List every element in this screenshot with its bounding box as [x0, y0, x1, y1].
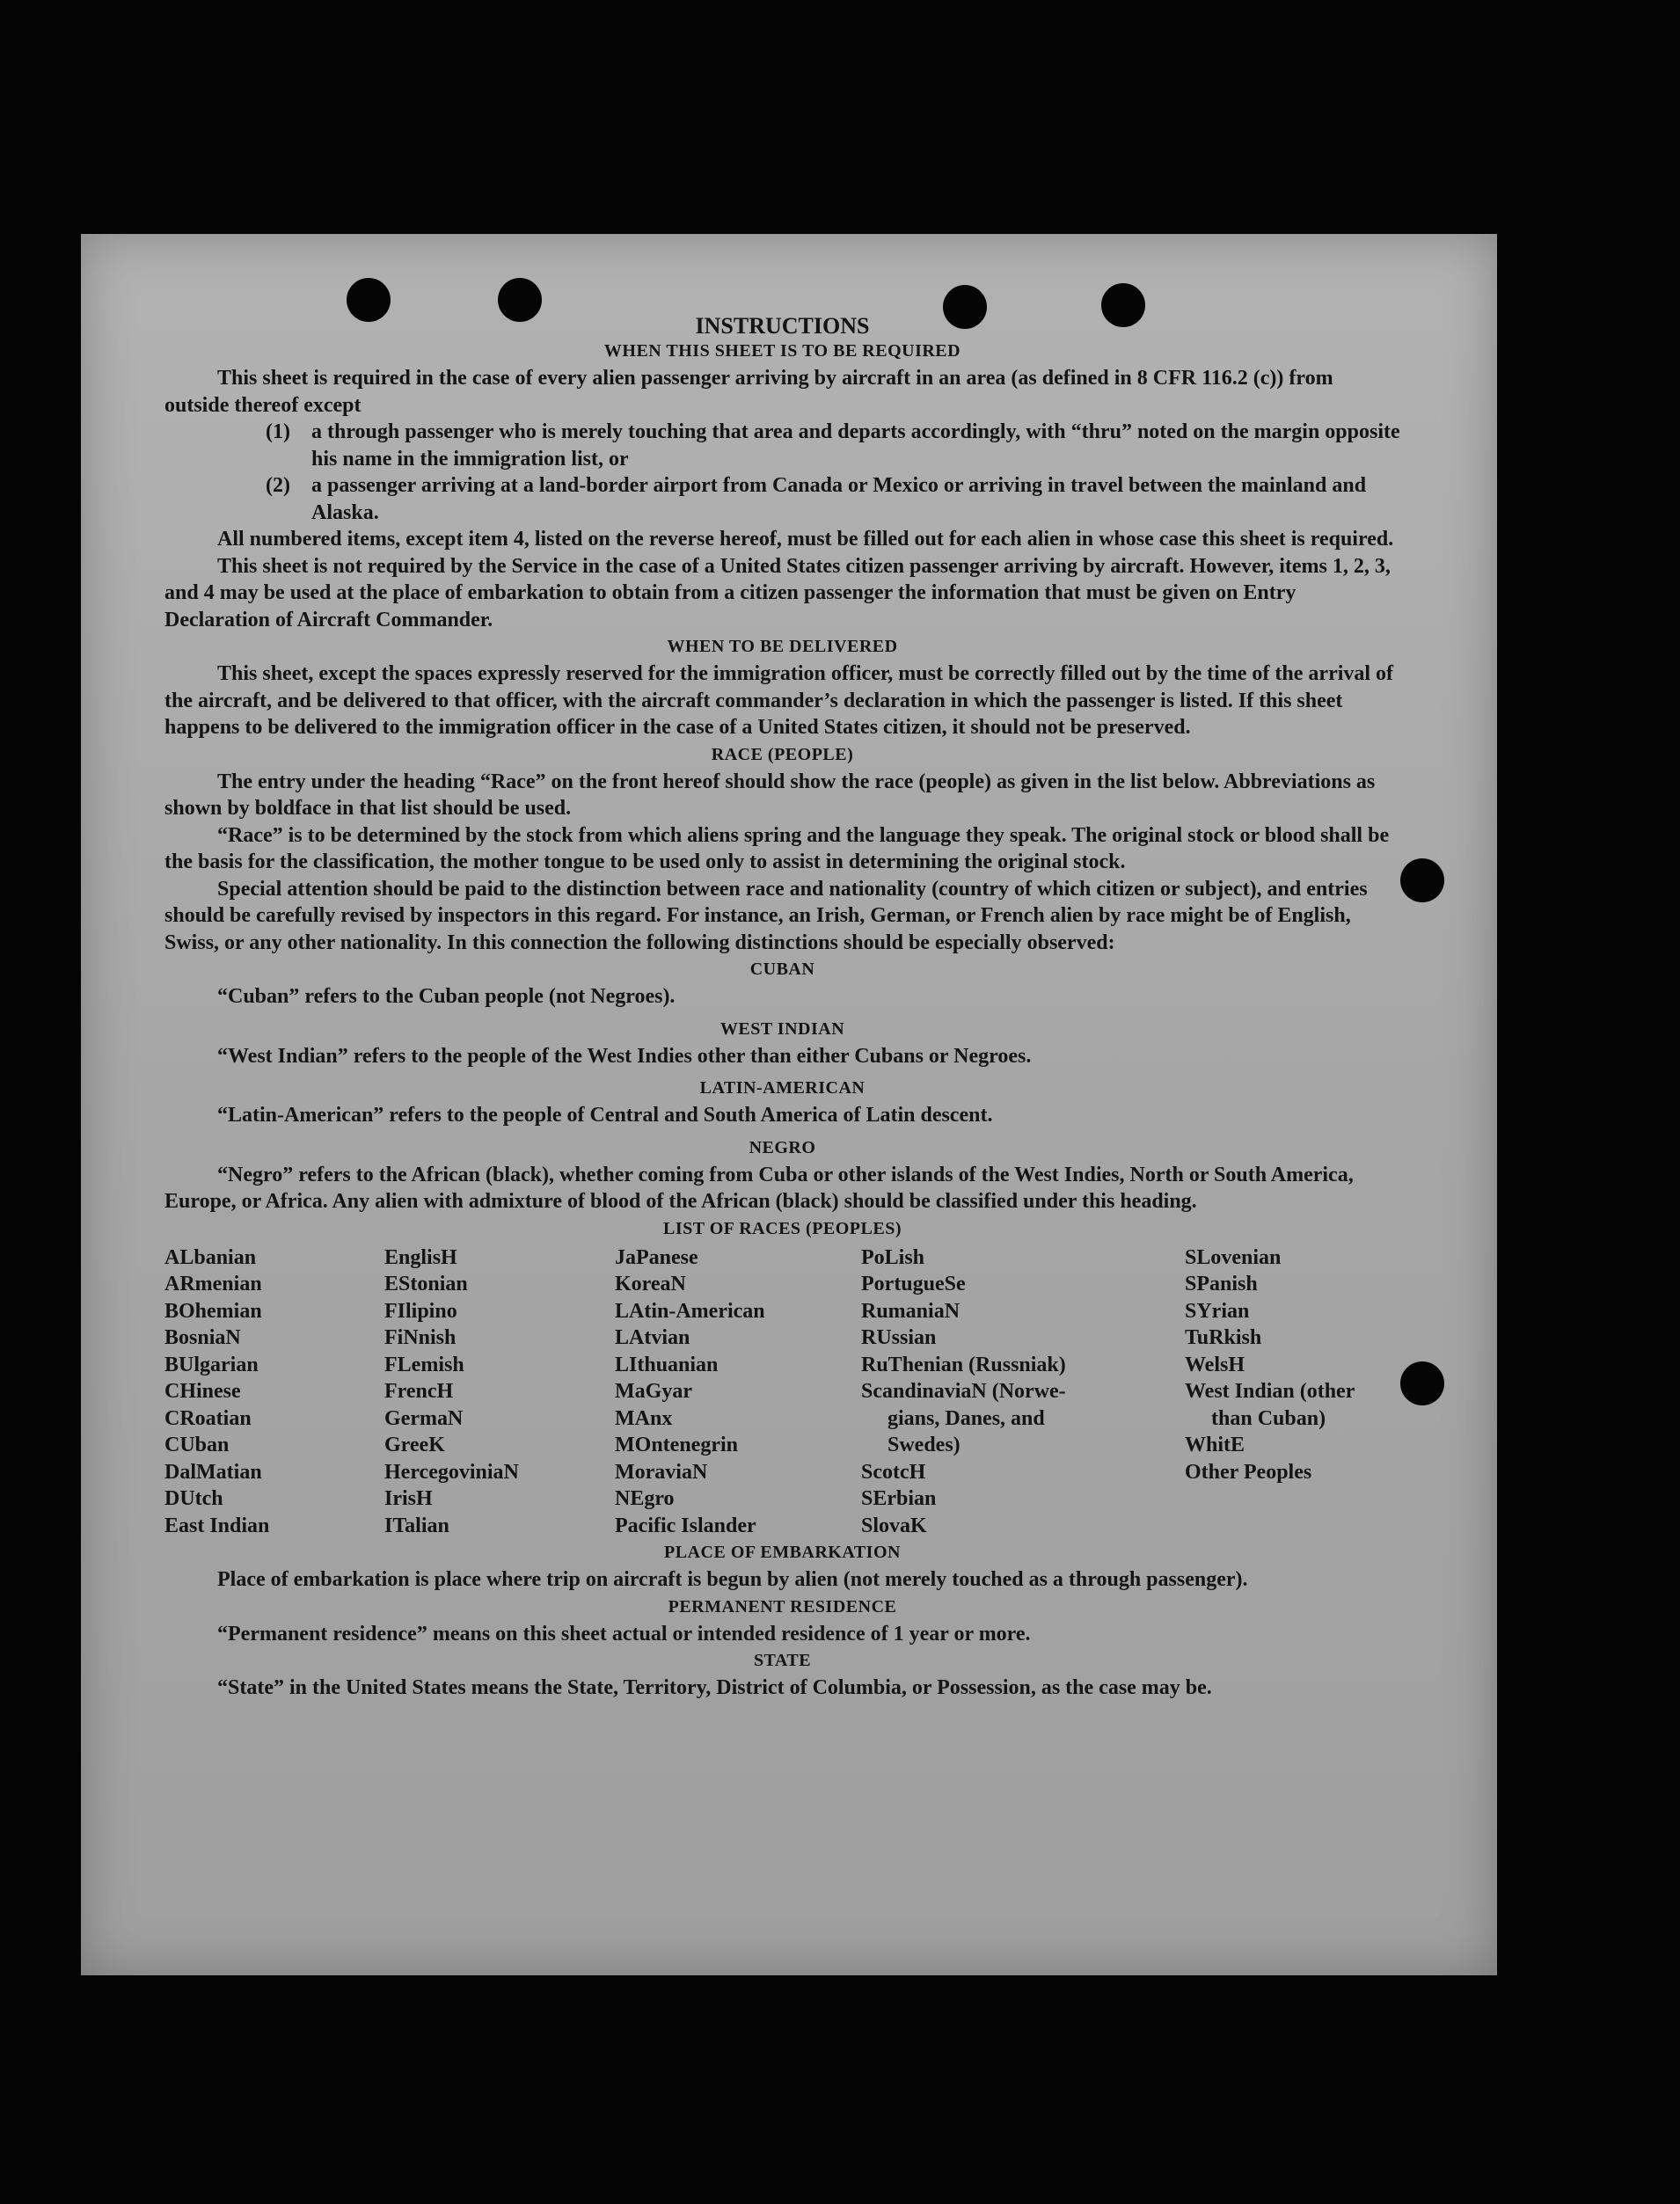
races-column-1 — [164, 1244, 384, 1540]
race-paragraph-1: The entry under the heading “Race” on the front hereof should show the race (people) as given in the list below. Abbreviations as shown by boldface in that list should be used. — [164, 770, 1376, 820]
exception-item — [164, 419, 1400, 472]
race-entry: HercegoviniaN — [384, 1460, 519, 1484]
race-entry: LIthuanian — [615, 1353, 719, 1376]
required-intro: This sheet is required in the case of every alien passenger arriving by aircraft in an area (as defined in 8 CFR 116.2 (c)) from outside thereof except — [164, 367, 1333, 417]
race-entry: PoLish — [861, 1245, 925, 1269]
section-heading-west-indian: WEST INDIAN — [719, 1018, 845, 1039]
section-heading-embarkation: PLACE OF EMBARKATION — [664, 1543, 901, 1562]
race-entry: TuRkish — [1185, 1326, 1262, 1349]
race-entry: MOntenegrin — [615, 1434, 738, 1456]
race-entry: ALbanian — [164, 1245, 257, 1269]
residence-paragraph: “Permanent residence” means on this sheet actual or intended residence of 1 year or more. — [217, 1622, 1031, 1646]
state-paragraph: “State” in the United States means the State, Territory, District of Columbia, or Possession, as the case may be. — [217, 1676, 1212, 1699]
page-title: INSTRUCTIONS — [695, 313, 870, 339]
race-entry-continued: Swedes) — [887, 1434, 961, 1456]
exception-number: (1) — [266, 420, 290, 443]
races-column-4 — [861, 1244, 1185, 1540]
races-column-3 — [615, 1244, 861, 1540]
race-entry: SErbian — [861, 1487, 937, 1510]
race-entry: GreeK — [384, 1434, 445, 1456]
section-heading-latin-american: LATIN-AMERICAN — [699, 1078, 866, 1098]
races-column-5 — [1185, 1244, 1413, 1540]
race-entry: EnglisH — [384, 1245, 457, 1269]
race-entry: Other Peoples — [1185, 1460, 1312, 1484]
race-entry: KoreaN — [615, 1273, 686, 1295]
race-entry: ITalian — [384, 1514, 449, 1537]
negro-paragraph: “Negro” refers to the African (black), whether coming from Cuba or other islands of the West Indies, North or South America, Europe, or Africa. Any alien with admixture of blood of the African (black) should be classified under this heading. — [164, 1163, 1354, 1213]
race-entry: West Indian (other — [1185, 1380, 1355, 1403]
race-entry: RuThenian (Russniak) — [861, 1353, 1066, 1376]
race-entry: MoraviaN — [615, 1460, 708, 1484]
section-heading-state: STATE — [753, 1651, 812, 1670]
race-entry: MaGyar — [615, 1380, 692, 1403]
races-list — [164, 1244, 1400, 1540]
race-entry: RumaniaN — [861, 1299, 961, 1323]
race-entry: IrisH — [384, 1487, 433, 1510]
section-heading-races-list: LIST OF RACES (PEOPLES) — [662, 1218, 902, 1238]
race-entry: LAtin-American — [615, 1299, 765, 1323]
cuban-paragraph: “Cuban” refers to the Cuban people (not Negroes). — [217, 985, 676, 1008]
race-entry: NEgro — [615, 1487, 675, 1510]
race-entry: FrencH — [384, 1380, 454, 1403]
race-entry: FiNnish — [384, 1326, 457, 1349]
race-entry-continued: than Cuban) — [1211, 1406, 1326, 1430]
race-entry: WhitE — [1185, 1434, 1245, 1456]
race-entry: FLemish — [384, 1353, 464, 1376]
section-heading-delivered: WHEN TO BE DELIVERED — [667, 637, 898, 656]
race-entry: EStonian — [384, 1273, 468, 1295]
race-entry: ARmenian — [164, 1273, 262, 1295]
exception-text: a through passenger who is merely touching that area and departs accordingly, with “thru” noted on the margin opposite his name in the immigration list, or — [311, 420, 1400, 471]
race-entry: PortugueSe — [861, 1273, 966, 1295]
race-entry: DUtch — [164, 1487, 223, 1510]
instructions-content — [164, 311, 1400, 1702]
race-entry: ScotcH — [861, 1460, 926, 1484]
exception-text: a passenger arriving at a land-border airport from Canada or Mexico or arriving in travel between the mainland and Alaska. — [311, 474, 1367, 524]
race-entry: ScandinaviaN (Norwe- — [861, 1380, 1066, 1403]
race-entry: BOhemian — [164, 1299, 262, 1323]
numbered-items-paragraph: All numbered items, except item 4, listed on the reverse hereof, must be filled out for each alien in whose case this sheet is required. — [217, 528, 1394, 551]
race-entry: SLovenian — [1185, 1245, 1282, 1269]
race-entry: LAtvian — [615, 1326, 690, 1349]
race-entry: CRoatian — [164, 1406, 252, 1430]
race-entry: FIlipino — [384, 1299, 457, 1323]
section-heading-required: WHEN THIS SHEET IS TO BE REQUIRED — [603, 341, 961, 361]
race-entry: GermaN — [384, 1406, 464, 1430]
exception-item — [164, 472, 1400, 526]
punch-hole — [1400, 858, 1444, 902]
race-entry: RUssian — [861, 1326, 937, 1349]
race-entry: SPanish — [1185, 1273, 1258, 1295]
section-heading-residence: PERMANENT RESIDENCE — [668, 1596, 897, 1617]
race-entry: WelsH — [1185, 1353, 1245, 1376]
race-entry: BUlgarian — [164, 1353, 259, 1376]
race-entry: CHinese — [164, 1380, 241, 1403]
exception-number: (2) — [266, 474, 290, 497]
race-entry: SYrian — [1185, 1299, 1250, 1323]
race-entry: MAnx — [615, 1406, 673, 1430]
race-entry: East Indian — [164, 1514, 270, 1537]
race-entry: JaPanese — [615, 1245, 698, 1269]
section-heading-negro: NEGRO — [749, 1137, 816, 1157]
delivered-paragraph: This sheet, except the spaces expressly reserved for the immigration officer, must be correctly filled out by the time of the arrival of the aircraft, and be delivered to that officer, with the aircraft commander’s declaration in which the passenger is listed. If this sheet happens to be delivered to the immigration officer in the case of a United States citizen, it should not be preserved. — [164, 662, 1394, 739]
section-heading-cuban: CUBAN — [749, 960, 815, 979]
race-entry: SlovaK — [861, 1514, 927, 1537]
latin-american-paragraph: “Latin-American” refers to the people of Central and South America of Latin descent. — [217, 1104, 993, 1127]
races-column-2 — [384, 1244, 615, 1540]
section-heading-race: RACE (PEOPLE) — [711, 744, 854, 764]
race-entry: Pacific Islander — [615, 1514, 756, 1537]
citizen-paragraph: This sheet is not required by the Service in the case of a United States citizen passenger arriving by aircraft. However, items 1, 2, 3, and 4 may be used at the place of embarkation to obtain from a citizen passenger the information that must be given on Entry Declaration of Aircraft Commander. — [164, 554, 1391, 631]
west-indian-paragraph: “West Indian” refers to the people of the West Indies other than either Cubans or Negroes. — [217, 1044, 1032, 1068]
race-entry: CUban — [164, 1434, 230, 1456]
race-paragraph-2: “Race” is to be determined by the stock from which aliens spring and the language they speak. The original stock or blood shall be the basis for the classification, the mother tongue to be used only to assist in determining the original stock. — [164, 823, 1390, 873]
race-entry-continued: gians, Danes, and — [887, 1406, 1045, 1430]
race-paragraph-3: Special attention should be paid to the distinction between race and nationality (country of which citizen or subject), and entries should be carefully revised by inspectors in this regard. For instance, an Irish, German, or French alien by race might be of English, Swiss, or any other nationality. In this connection the following distinctions should be especially observed: — [164, 877, 1368, 954]
embarkation-paragraph: Place of embarkation is place where trip on aircraft is begun by alien (not merely touched as a through passenger). — [217, 1568, 1248, 1591]
race-entry: DalMatian — [164, 1460, 262, 1484]
race-entry: BosniaN — [164, 1326, 241, 1349]
document-sheet — [81, 234, 1497, 1975]
